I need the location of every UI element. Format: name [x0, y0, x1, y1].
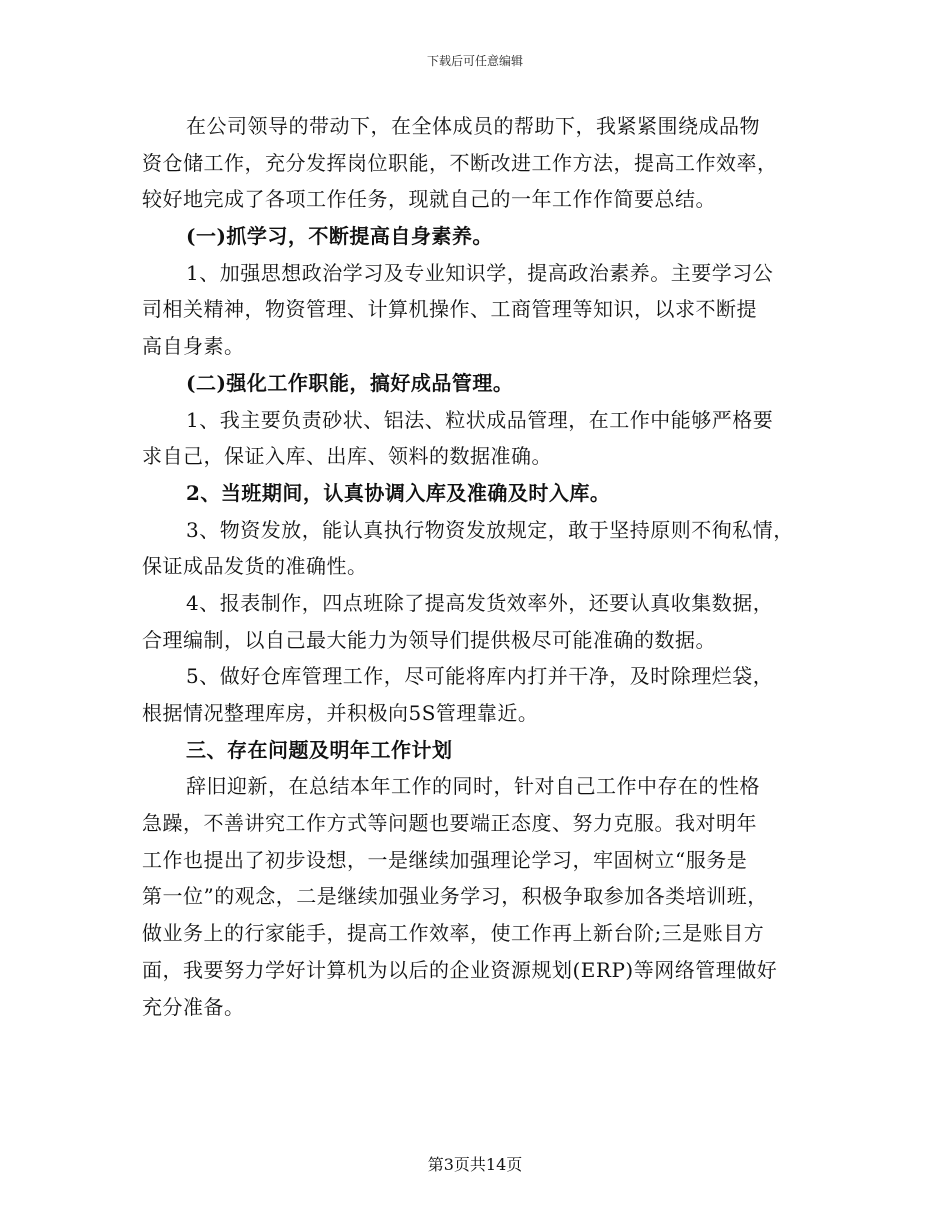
paragraph-line: 在公司领导的带动下，在全体成员的帮助下，我紧紧围绕成品物 [186, 114, 760, 138]
paragraph-line: 工作也提出了初步设想，一是继续加强理论学习，牢固树立“服务是 [142, 847, 748, 872]
paragraph-line: 急躁，不善讲究工作方式等问题也要端正态度、努力克服。我对明年 [142, 811, 757, 836]
section-heading-line: (一)抓学习，不断提高自身素养。 [186, 224, 493, 249]
paragraph-line: 4、报表制作，四点班除了提高发货效率外，还要认真收集数据， [186, 590, 774, 615]
section-heading-line: (二)强化工作职能，搞好成品管理。 [186, 370, 514, 395]
page-footer: 第3页共14页 [427, 1155, 523, 1174]
paragraph-line: 1、我主要负责砂状、铝法、粒状成品管理，在工作中能够严格要 [186, 407, 774, 432]
paragraph-line: 资仓储工作，充分发挥岗位职能，不断改进工作方法，提高工作效率， [142, 150, 778, 175]
section-heading-line: 2、当班期间，认真协调入库及准确及时入库。 [186, 480, 611, 505]
paragraph-line: 辞旧迎新，在总结本年工作的同时，针对自己工作中存在的性格 [186, 774, 760, 799]
paragraph-line: 司相关精神，物资管理、计算机操作、工商管理等知识，以求不断提 [142, 297, 757, 322]
paragraph-line: 较好地完成了各项工作任务，现就自己的一年工作作简要总结。 [142, 187, 716, 212]
paragraph-line: 第一位”的观念，二是继续加强业务学习，积极争取参加各类培训班， [142, 884, 768, 909]
paragraph-line: 高自身素。 [142, 334, 245, 359]
paragraph-line: 充分准备。 [142, 994, 245, 1019]
paragraph-line: 5、做好仓库管理工作，尽可能将库内打并干净，及时除理烂袋， [186, 664, 774, 689]
page-header: 下载后可任意编辑 [426, 54, 523, 68]
document-body [142, 108, 822, 1025]
paragraph-line: 做业务上的行家能手，提高工作效率，使工作再上新台阶;三是账目方 [142, 921, 765, 946]
paragraph-line: 合理编制，以自己最大能力为领导们提供极尽可能准确的数据。 [142, 627, 716, 652]
paragraph-line: 根据情况整理库房，并积极向5S管理靠近。 [142, 701, 539, 725]
paragraph-line: 面，我要努力学好计算机为以后的企业资源规划(ERP)等网络管理做好 [142, 957, 778, 982]
paragraph-line: 3、物资发放，能认真执行物资发放规定，敢于坚持原则不徇私情， [186, 517, 794, 542]
paragraph-line: 保证成品发货的准确性。 [142, 554, 368, 579]
paragraph-line: 1、加强思想政治学习及专业知识学，提高政治素养。主要学习公 [186, 260, 774, 285]
section-heading-line: 三、存在问题及明年工作计划 [186, 737, 453, 762]
paragraph-line: 求自己，保证入库、出库、领料的数据准确。 [142, 444, 552, 469]
